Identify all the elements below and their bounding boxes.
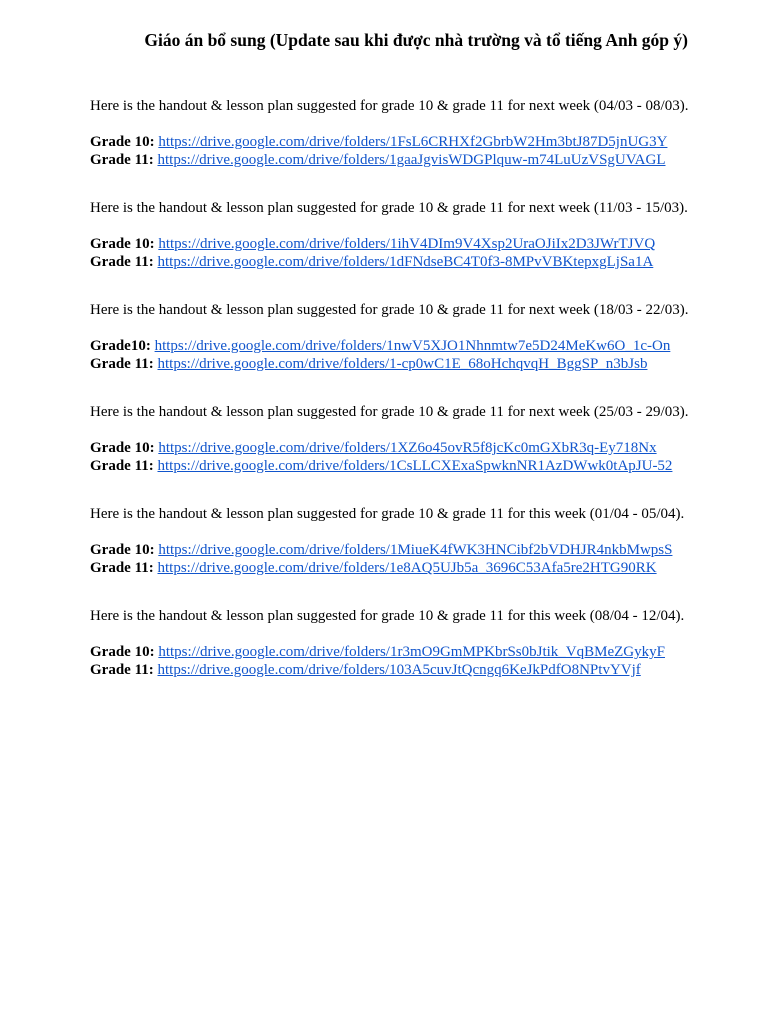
grade-11-line: [90, 253, 710, 271]
document-title: Giáo án bổ sung (Update sau khi được nhà trường và tổ tiếng Anh góp ý): [144, 30, 688, 50]
grade-10-line: [90, 541, 710, 559]
week-section-2503: [90, 403, 710, 505]
week-section-1803: [90, 301, 710, 403]
week-section-0403: [90, 97, 710, 199]
grade-11-label: Grade 11:: [90, 356, 154, 372]
week-section-0104: [90, 505, 710, 607]
grade-10-line: [90, 643, 710, 661]
grade-11-label: Grade 11:: [90, 458, 154, 474]
grade-11-folder-link[interactable]: https://drive.google.com/drive/folders/1dFNdseBC4T0f3-8MPvVBKtepxgLjSa1A: [157, 254, 654, 270]
grade-11-label: Grade 11:: [90, 152, 154, 168]
grade-11-line: [90, 661, 710, 679]
grade-10-line: [90, 133, 710, 151]
grade-10-folder-link[interactable]: https://drive.google.com/drive/folders/1nwV5XJO1Nhnmtw7e5D24MeKw6O_1c-On: [154, 338, 671, 354]
grade-10-label: Grade 10:: [90, 134, 155, 150]
grade-10-folder-link[interactable]: https://drive.google.com/drive/folders/1r3mO9GmMPKbrSs0bJtik_VqBMeZGykyF: [158, 644, 665, 660]
grade-11-folder-link[interactable]: https://drive.google.com/drive/folders/1-cp0wC1E_68oHchqvqH_BggSP_n3bJsb: [157, 356, 648, 372]
section-intro: Here is the handout & lesson plan suggested for grade 10 & grade 11 for this week (01/04 - 05/04).: [90, 506, 685, 522]
grade-10-line: [90, 337, 710, 355]
grade-10-label: Grade10:: [90, 338, 151, 354]
grade-10-folder-link[interactable]: https://drive.google.com/drive/folders/1XZ6o45ovR5f8jcKc0mGXbR3q-Ey718Nx: [158, 440, 657, 456]
grade-10-label: Grade 10:: [90, 542, 155, 558]
grade-10-label: Grade 10:: [90, 440, 155, 456]
section-intro: Here is the handout & lesson plan suggested for grade 10 & grade 11 for next week (25/03 - 29/03).: [90, 404, 689, 420]
section-intro: Here is the handout & lesson plan suggested for grade 10 & grade 11 for next week (18/03 - 22/03).: [90, 302, 689, 318]
section-intro: Here is the handout & lesson plan suggested for grade 10 & grade 11 for next week (04/03 - 08/03).: [90, 98, 689, 114]
grade-11-label: Grade 11:: [90, 560, 154, 576]
grade-10-folder-link[interactable]: https://drive.google.com/drive/folders/1FsL6CRHXf2GbrbW2Hm3btJ87D5jnUG3Y: [158, 134, 668, 150]
grade-11-line: [90, 457, 710, 475]
grade-11-folder-link[interactable]: https://drive.google.com/drive/folders/1gaaJgvisWDGPlquw-m74LuUzVSgUVAGL: [157, 152, 666, 168]
grade-10-line: [90, 235, 710, 253]
grade-11-folder-link[interactable]: https://drive.google.com/drive/folders/1e8AQ5UJb5a_3696C53Afa5re2HTG90RK: [157, 560, 657, 576]
grade-10-label: Grade 10:: [90, 644, 155, 660]
grade-10-line: [90, 439, 710, 457]
grade-11-label: Grade 11:: [90, 254, 154, 270]
grade-11-line: [90, 151, 710, 169]
week-section-1103: [90, 199, 710, 301]
grade-11-label: Grade 11:: [90, 662, 154, 678]
grade-10-folder-link[interactable]: https://drive.google.com/drive/folders/1ihV4DIm9V4Xsp2UraOJiIx2D3JWrTJVQ: [158, 236, 656, 252]
section-intro: Here is the handout & lesson plan suggested for grade 10 & grade 11 for this week (08/04 - 12/04).: [90, 608, 685, 624]
week-section-0804: [90, 607, 710, 709]
grade-11-line: [90, 355, 710, 373]
section-intro: Here is the handout & lesson plan suggested for grade 10 & grade 11 for next week (11/03 - 15/03).: [90, 200, 688, 216]
grade-11-folder-link[interactable]: https://drive.google.com/drive/folders/1CsLLCXExaSpwknNR1AzDWwk0tApJU-52: [157, 458, 673, 474]
grade-10-label: Grade 10:: [90, 236, 155, 252]
grade-10-folder-link[interactable]: https://drive.google.com/drive/folders/1MiueK4fWK3HNCibf2bVDHJR4nkbMwpsS: [158, 542, 673, 558]
document-body: [90, 97, 710, 709]
grade-11-folder-link[interactable]: https://drive.google.com/drive/folders/103A5cuvJtQcngq6KeJkPdfO8NPtvYVjf: [157, 662, 641, 678]
grade-11-line: [90, 559, 710, 577]
